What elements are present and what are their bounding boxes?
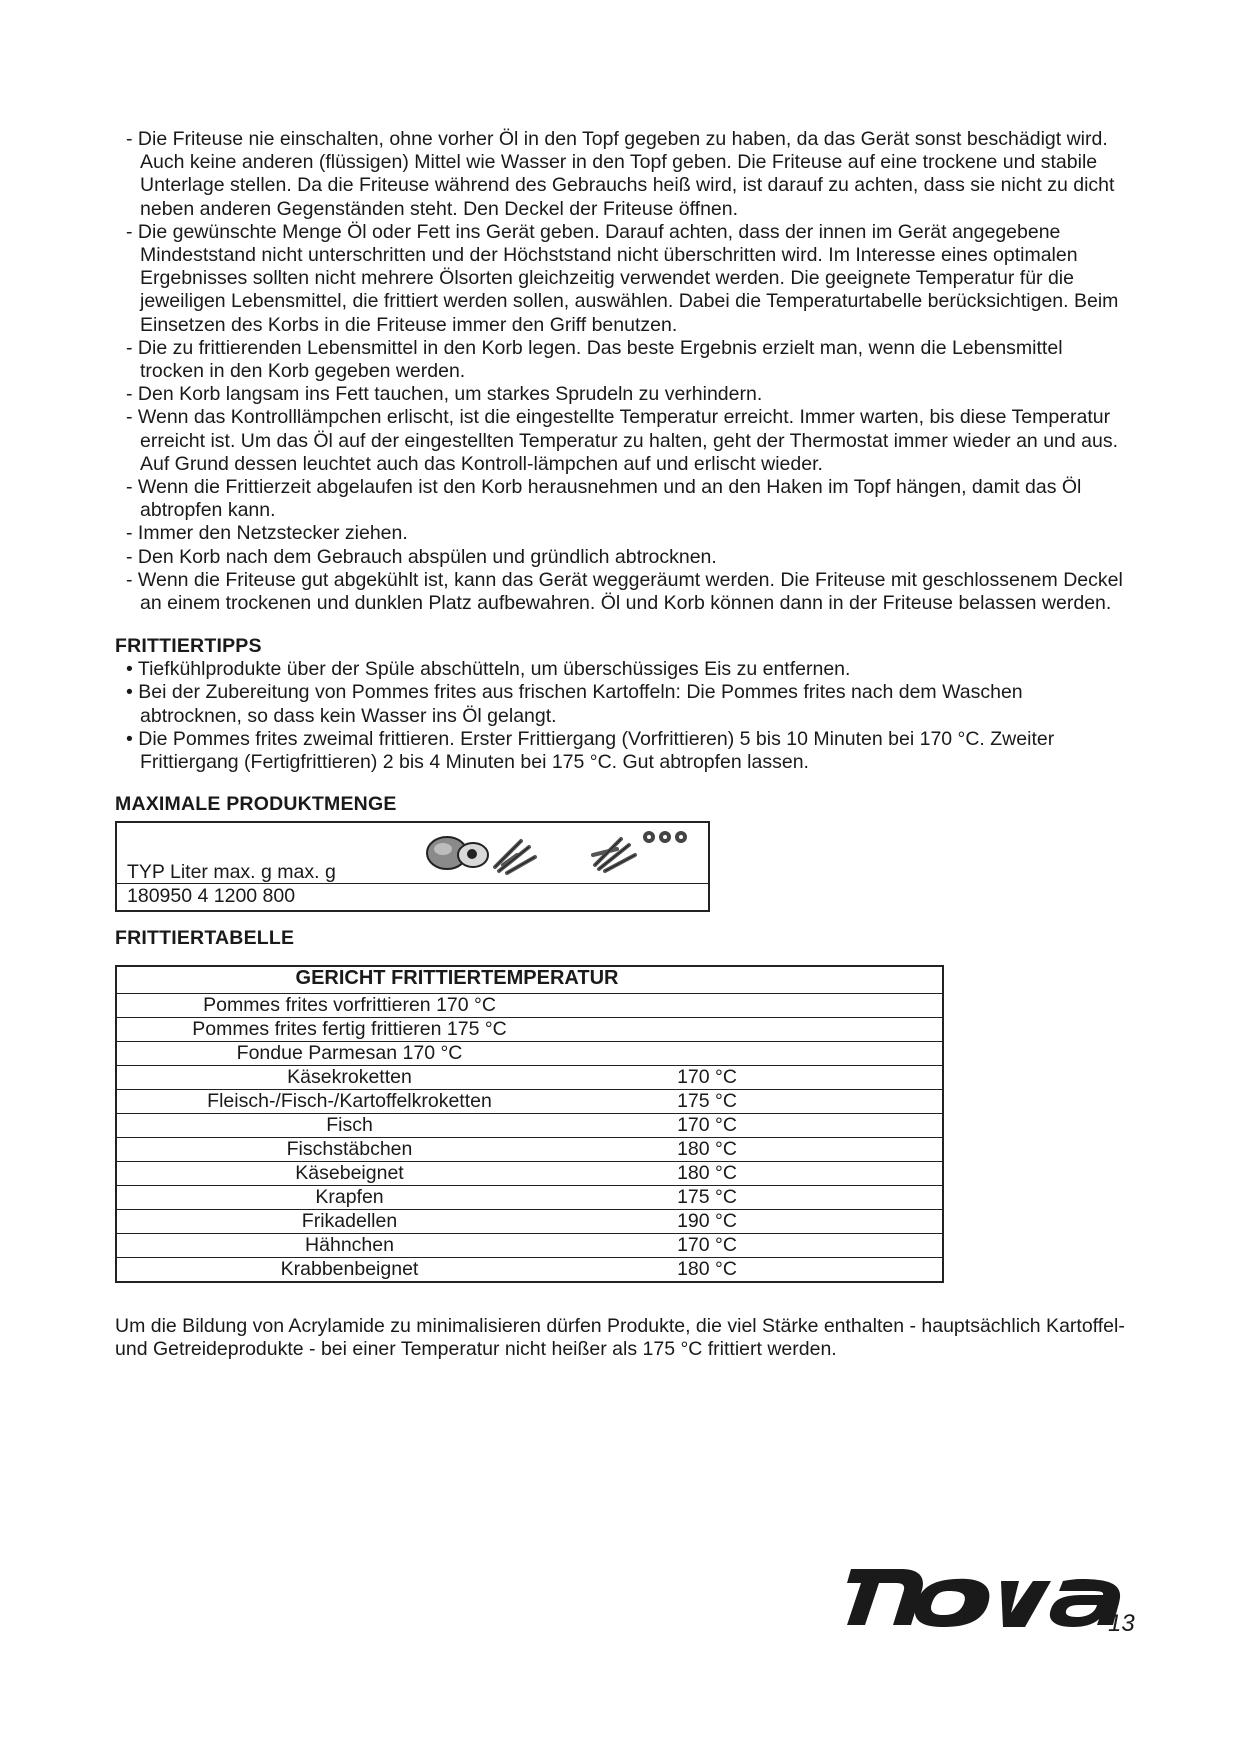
instruction-item: - Die gewünschte Menge Öl oder Fett ins Gerät geben. Darauf achten, dass der innen im Gerät angegebene Mindeststand nicht unterschritten und der Höchststand nicht überschritten wird. Im Interesse eines optimalen Ergebnisses sollten nicht mehrere Ölsorten gleichzeitig verwendet werden. Die geeignete Temperatur für die jeweiligen Lebensmittel, die frittiert werden sollen, auswählen. Dabei die Temperaturtabelle berücksichtigen. Beim Einsetzen des Korbs in die Friteuse immer den Griff benutzen. xyxy=(126,220,1119,336)
table-row xyxy=(117,1065,942,1089)
instruction-item: - Wenn die Frittierzeit abgelaufen ist den Korb herausnehmen und an den Haken im Topf hängen, damit das Öl abtropfen kann. xyxy=(126,476,1082,522)
table-row xyxy=(117,1185,942,1209)
temp-cell: 175 °C xyxy=(677,1090,737,1113)
tip-item: • Tiefkühlprodukte über der Spüle abschütteln, um überschüssiges Eis zu entfernen. xyxy=(126,658,851,681)
temp-cell: 180 °C xyxy=(677,1258,737,1281)
table-row xyxy=(117,1017,942,1041)
instruction-item: - Den Korb nach dem Gebrauch abspülen und gründlich abtrocknen. xyxy=(126,545,717,568)
dish-cell: Hähnchen xyxy=(305,1234,394,1257)
frozen-fries-icon xyxy=(587,825,697,875)
page-number: 13 xyxy=(1108,1610,1135,1637)
tips-list xyxy=(115,658,1125,774)
table-header-row xyxy=(117,967,942,993)
table-row xyxy=(117,1233,942,1257)
fresh-fries-icon xyxy=(425,827,545,877)
max-product-header-text: TYP Liter max. g max. g xyxy=(127,861,336,884)
dish-cell: Fisch xyxy=(326,1114,373,1137)
table-row xyxy=(117,1041,942,1065)
page-content xyxy=(115,128,1125,1381)
tips-heading: FRITTIERTIPPS xyxy=(115,635,262,658)
dish-cell: Frikadellen xyxy=(301,1210,398,1233)
fry-table-heading: FRITTIERTABELLE xyxy=(115,927,295,950)
max-product-table xyxy=(115,821,710,912)
table-row xyxy=(117,1209,942,1233)
table-row xyxy=(117,1113,942,1137)
instruction-item: - Wenn das Kontrolllämpchen erlischt, ist die eingestellte Temperatur erreicht. Immer warten, bis diese Temperatur erreicht ist. Um das Öl auf der eingestellten Temperatur zu halten, geht der Thermostat immer wieder an und aus. Auf Grund dessen leuchtet auch das Kontroll-lämpchen auf und erlischt wieder. xyxy=(126,406,1119,475)
table-row xyxy=(117,1137,942,1161)
instruction-item: - Immer den Netzstecker ziehen. xyxy=(126,522,408,545)
max-product-row: 180950 4 1200 800 xyxy=(127,885,296,908)
max-product-header xyxy=(117,823,708,884)
max-product-heading: MAXIMALE PRODUKTMENGE xyxy=(115,793,397,816)
fry-table xyxy=(115,965,944,1283)
tip-item: • Die Pommes frites zweimal frittieren. Erster Frittiergang (Vorfrittieren) 5 bis 10 Minuten bei 170 °C. Zweiter Frittiergang (Fertigfrittieren) 2 bis 4 Minuten bei 175 °C. Gut abtropfen lassen. xyxy=(126,727,1055,774)
dish-cell: Käsekroketten xyxy=(287,1066,412,1089)
dish-cell: Krabbenbeignet xyxy=(280,1258,419,1281)
table-cell: Fondue Parmesan 170 °C xyxy=(236,1042,463,1065)
instruction-item: - Den Korb langsam ins Fett tauchen, um starkes Sprudeln zu verhindern. xyxy=(126,383,763,406)
temp-cell: 170 °C xyxy=(677,1066,737,1089)
acrylamide-footnote: Um die Bildung von Acrylamide zu minimalisieren dürfen Produkte, die viel Stärke enthalten - hauptsächlich Kartoffel- und Getreideprodukte - bei einer Temperatur nicht heißer als 175 °C frittiert werden. xyxy=(115,1315,1125,1361)
temp-cell: 190 °C xyxy=(677,1210,737,1233)
nova-logo xyxy=(845,1555,1145,1630)
tip-item: • Bei der Zubereitung von Pommes frites aus frischen Kartoffeln: Die Pommes frites nach dem Waschen abtrocknen, so dass kein Wasser ins Öl gelangt. xyxy=(126,681,1023,727)
instruction-item: - Wenn die Friteuse gut abgekühlt ist, kann das Gerät weggeräumt werden. Die Friteuse mit geschlossenem Deckel an einem trockenen und dunklen Platz aufbewahren. Öl und Korb können dann in der Friteuse belassen werden. xyxy=(126,568,1123,615)
dish-cell: Fischstäbchen xyxy=(286,1138,413,1161)
table-cell: Pommes frites fertig frittieren 175 °C xyxy=(192,1018,507,1041)
table-row xyxy=(117,1161,942,1185)
instruction-item: - Die zu frittierenden Lebensmittel in den Korb legen. Das beste Ergebnis erzielt man, wenn die Lebensmittel trocken in den Korb gegeben werden. xyxy=(126,336,1063,383)
temp-cell: 180 °C xyxy=(677,1162,737,1185)
dish-cell: Fleisch-/Fisch-/Kartoffelkroketten xyxy=(207,1090,492,1113)
temp-cell: 170 °C xyxy=(677,1114,737,1137)
dish-cell: Krapfen xyxy=(315,1186,384,1209)
table-row xyxy=(117,1257,942,1281)
temp-cell: 170 °C xyxy=(677,1234,737,1257)
instruction-list xyxy=(115,128,1125,615)
table-row xyxy=(117,993,942,1017)
dish-cell: Käsebeignet xyxy=(295,1162,404,1185)
table-cell: Pommes frites vorfrittieren 170 °C xyxy=(203,994,496,1017)
temp-cell: 180 °C xyxy=(677,1138,737,1161)
table-header: GERICHT FRITTIERTEMPERATUR xyxy=(295,967,619,990)
temp-cell: 175 °C xyxy=(677,1186,737,1209)
table-row xyxy=(117,1089,942,1113)
instruction-item: - Die Friteuse nie einschalten, ohne vorher Öl in den Topf gegeben zu haben, da das Gerät sonst beschädigt wird. Auch keine anderen (flüssigen) Mittel wie Wasser in den Topf geben. Die Friteuse auf eine trockene und stabile Unterlage stellen. Da die Friteuse während des Gebrauchs heiß wird, ist darauf zu achten, dass sie nicht zu dicht neben anderen Gegenständen steht. Den Deckel der Friteuse öffnen. xyxy=(126,128,1115,220)
